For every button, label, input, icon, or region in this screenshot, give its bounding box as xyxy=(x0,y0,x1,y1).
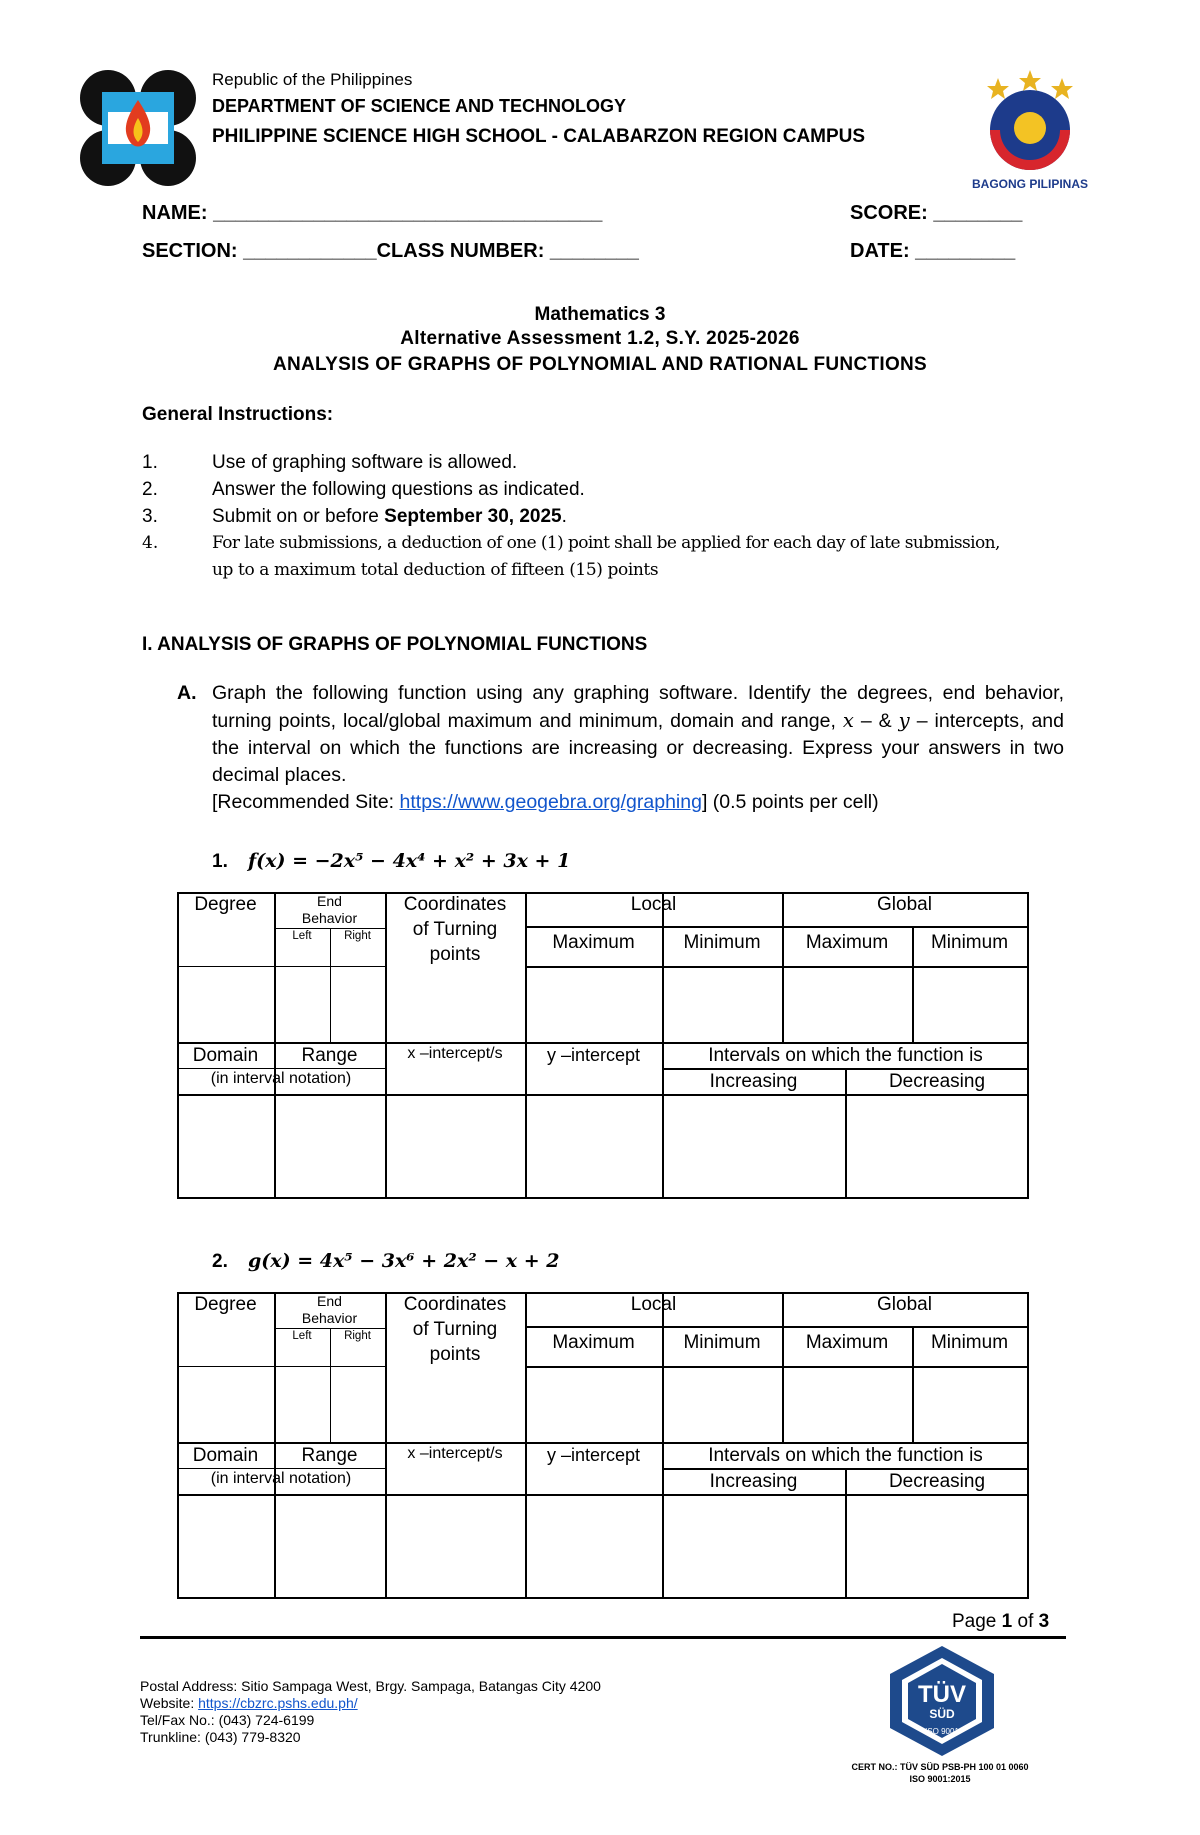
name-field[interactable]: NAME: ___________________________________ xyxy=(142,202,603,224)
answer-cell-end-right[interactable] xyxy=(331,968,385,1042)
dost-logo xyxy=(78,68,198,188)
coordinates-header-3: points xyxy=(429,1344,481,1365)
date-field[interactable]: DATE: _________ xyxy=(850,240,1016,262)
local-maximum-header: Maximum xyxy=(552,932,635,953)
instruction-text: Use of graphing software is allowed. xyxy=(212,452,518,473)
answer-cell-increasing[interactable] xyxy=(664,1096,845,1197)
sud-text: SÜD xyxy=(929,1707,955,1721)
instruction-num: 3. xyxy=(142,506,158,527)
deadline-date: September 30, 2025 xyxy=(384,506,562,527)
answer-table-1 xyxy=(177,892,1029,1199)
coordinates-header-2: of Turning xyxy=(412,1319,498,1340)
left-header: Left xyxy=(292,930,312,942)
increasing-header: Increasing xyxy=(709,1471,798,1492)
x-intercept-label: x –intercept/s xyxy=(407,1445,503,1462)
instruction-item xyxy=(142,506,567,528)
iso-logo-text: ISO 9001 xyxy=(925,1727,959,1736)
section-heading: I. ANALYSIS OF GRAPHS OF POLYNOMIAL FUNCTIONS xyxy=(142,634,648,655)
instruction-text: For late submissions, a deduction of one (1) point shall be applied for each day of late submission, xyxy=(212,533,1000,553)
function-num: 1. xyxy=(212,851,228,872)
interval-notation-note: (in interval notation) xyxy=(210,1470,352,1487)
x-intercept-header xyxy=(385,1045,525,1063)
part-a-text xyxy=(212,680,1064,789)
instruction-item xyxy=(142,533,1000,553)
function-1-label xyxy=(212,850,570,873)
answer-cell-global-max[interactable] xyxy=(784,968,912,1042)
answer-cell-domain[interactable] xyxy=(179,1096,274,1197)
answer-cell-turning-points[interactable] xyxy=(387,1368,525,1442)
end-behavior-header-2: Behavior xyxy=(301,910,358,926)
instruction-num: 4. xyxy=(142,533,159,553)
page-total: 3 xyxy=(1038,1611,1050,1632)
instruction-text: . xyxy=(561,506,567,527)
topic-title: ANALYSIS OF GRAPHS OF POLYNOMIAL AND RATIONAL FUNCTIONS xyxy=(272,354,928,375)
global-header: Global xyxy=(877,894,932,915)
footer-tel: Tel/Fax No.: (043) 724-6199 xyxy=(140,1712,315,1728)
score-field[interactable]: SCORE: ________ xyxy=(850,202,1023,224)
instruction-text: Submit on or before xyxy=(212,506,385,527)
global-maximum-header: Maximum xyxy=(805,932,889,953)
instruction-text: Answer the following questions as indicated. xyxy=(212,479,585,500)
answer-cell-x-intercepts[interactable] xyxy=(387,1496,525,1597)
part-a-text-2: – & xyxy=(853,710,899,732)
answer-cell-local-max[interactable] xyxy=(527,1368,662,1442)
domain-header: Domain xyxy=(192,1445,259,1466)
function-2-label xyxy=(212,1250,560,1273)
answer-cell-y-intercept[interactable] xyxy=(527,1096,662,1197)
instruction-text: up to a maximum total deduction of fifteen (15) points xyxy=(212,560,659,580)
function-expr: f(x) = −2x⁵ − 4x⁴ + x² + 3x + 1 xyxy=(248,850,571,872)
answer-table-2 xyxy=(177,1292,1029,1599)
part-a-text-3: – intercepts, and the interval on which the functions are increasing or decreasing. Express your answers in two decimal places. xyxy=(212,710,1065,786)
local-minimum-header: Minimum xyxy=(683,932,761,953)
footer-divider xyxy=(140,1636,1066,1639)
function-expr: g(x) = 4x⁵ − 3x⁶ + 2x² − x + 2 xyxy=(248,1250,560,1272)
answer-cell-end-left[interactable] xyxy=(276,968,330,1042)
page-pre: Page xyxy=(952,1611,1002,1632)
answer-cell-local-min[interactable] xyxy=(664,1368,782,1442)
republic-text: Republic of the Philippines xyxy=(212,70,413,89)
school-text: PHILIPPINE SCIENCE HIGH SCHOOL - CALABARZON REGION CAMPUS xyxy=(212,126,866,147)
coordinates-header: Coordinates xyxy=(403,1294,507,1315)
page-current: 1 xyxy=(1001,1611,1013,1632)
answer-cell-global-min[interactable] xyxy=(914,968,1027,1042)
answer-cell-domain[interactable] xyxy=(179,1496,274,1597)
instruction-num: 1. xyxy=(142,452,158,473)
instruction-item-cont xyxy=(212,560,658,580)
right-header: Right xyxy=(344,1330,371,1342)
degree-header: Degree xyxy=(194,894,257,915)
instruction-item xyxy=(142,452,517,474)
coordinates-header-2: of Turning xyxy=(412,919,498,940)
tuv-sud-logo xyxy=(882,1644,1002,1758)
x-intercept-header xyxy=(385,1445,525,1463)
rec-pre: [Recommended Site: xyxy=(212,791,400,813)
global-minimum-header: Minimum xyxy=(930,932,1009,953)
local-header: Local xyxy=(630,1294,677,1315)
domain-header: Domain xyxy=(192,1045,259,1066)
bagong-pilipinas-text: BAGONG PILIPINAS xyxy=(971,177,1089,191)
website-link[interactable]: https://cbzrc.pshs.edu.ph/ xyxy=(198,1695,358,1711)
answer-cell-range[interactable] xyxy=(276,1496,385,1597)
section-field[interactable]: SECTION: ____________CLASS NUMBER: ________ xyxy=(142,240,639,262)
decreasing-header: Decreasing xyxy=(888,1471,986,1492)
footer-trunkline: Trunkline: (043) 779-8320 xyxy=(140,1729,301,1745)
answer-cell-decreasing[interactable] xyxy=(847,1096,1027,1197)
footer-address: Postal Address: Sitio Sampaga West, Brgy. Sampaga, Batangas City 4200 xyxy=(140,1678,601,1694)
instruction-item xyxy=(142,479,585,501)
cert-iso: ISO 9001:2015 xyxy=(909,1774,971,1784)
website-label: Website: xyxy=(140,1695,199,1711)
geogebra-link[interactable]: https://www.geogebra.org/graphing xyxy=(399,791,702,813)
coordinates-header: Coordinates xyxy=(403,894,507,915)
answer-cell-end-right[interactable] xyxy=(331,1368,385,1442)
local-header: Local xyxy=(630,894,677,915)
assessment-title: Alternative Assessment 1.2, S.Y. 2025-2026 xyxy=(400,328,800,349)
answer-cell-end-left[interactable] xyxy=(276,1368,330,1442)
global-header: Global xyxy=(877,1294,932,1315)
department-text: DEPARTMENT OF SCIENCE AND TECHNOLOGY xyxy=(212,96,627,116)
degree-header: Degree xyxy=(194,1294,257,1315)
instruction-num: 2. xyxy=(142,479,158,500)
intervals-header: Intervals on which the function is xyxy=(708,1445,983,1466)
answer-cell-turning-points[interactable] xyxy=(387,968,525,1042)
intervals-header: Intervals on which the function is xyxy=(708,1045,983,1066)
answer-cell-degree[interactable] xyxy=(179,968,274,1042)
end-behavior-header: End xyxy=(317,893,342,909)
part-a-text-1: Graph the following function using any graphing software. Identify the degrees, end behavior, turning points, local/global maximum and minimum, domain and range, xyxy=(212,682,1064,732)
decreasing-header: Decreasing xyxy=(888,1071,986,1092)
subject-title: Mathematics 3 xyxy=(534,304,666,325)
local-maximum-header: Maximum xyxy=(552,1332,635,1353)
y-intercept-header xyxy=(525,1045,662,1066)
answer-cell-local-max[interactable] xyxy=(527,968,662,1042)
interval-notation-note: (in interval notation) xyxy=(210,1070,352,1087)
answer-cell-x-intercepts[interactable] xyxy=(387,1096,525,1197)
answer-cell-increasing[interactable] xyxy=(664,1496,845,1597)
y-intercept-label: y –intercept xyxy=(546,1445,641,1465)
global-maximum-header: Maximum xyxy=(805,1332,889,1353)
end-behavior-header: End xyxy=(317,1293,342,1309)
bagong-pilipinas-logo xyxy=(960,68,1100,194)
y-symbol: y xyxy=(898,709,910,732)
left-header: Left xyxy=(292,1330,312,1342)
answer-cell-global-min[interactable] xyxy=(914,1368,1027,1442)
tuv-text: TÜV xyxy=(918,1681,966,1708)
local-minimum-header: Minimum xyxy=(683,1332,761,1353)
x-symbol: x xyxy=(842,709,854,732)
cert-number: CERT NO.: TÜV SÜD PSB-PH 100 01 0060 xyxy=(851,1762,1029,1772)
answer-cell-local-min[interactable] xyxy=(664,968,782,1042)
range-header: Range xyxy=(301,1445,358,1466)
coordinates-header-3: points xyxy=(429,944,481,965)
x-intercept-label: x –intercept/s xyxy=(407,1045,503,1062)
answer-cell-decreasing[interactable] xyxy=(847,1496,1027,1597)
increasing-header: Increasing xyxy=(709,1071,798,1092)
footer-website xyxy=(140,1695,358,1712)
part-label: A. xyxy=(177,682,197,704)
page-mid: of xyxy=(1012,1611,1039,1632)
range-header: Range xyxy=(301,1045,358,1066)
answer-cell-range[interactable] xyxy=(276,1096,385,1197)
answer-cell-y-intercept[interactable] xyxy=(527,1496,662,1597)
end-behavior-header-2: Behavior xyxy=(301,1310,358,1326)
rec-post: ] (0.5 points per cell) xyxy=(701,791,879,813)
y-intercept-header xyxy=(525,1445,662,1466)
y-intercept-label: y –intercept xyxy=(546,1045,641,1065)
answer-cell-degree[interactable] xyxy=(179,1368,274,1442)
answer-cell-global-max[interactable] xyxy=(784,1368,912,1442)
recommended-site xyxy=(212,791,879,814)
global-minimum-header: Minimum xyxy=(930,1332,1009,1353)
function-num: 2. xyxy=(212,1251,228,1272)
right-header: Right xyxy=(344,930,371,942)
instructions-heading: General Instructions: xyxy=(142,404,334,425)
page-number xyxy=(952,1611,1049,1633)
